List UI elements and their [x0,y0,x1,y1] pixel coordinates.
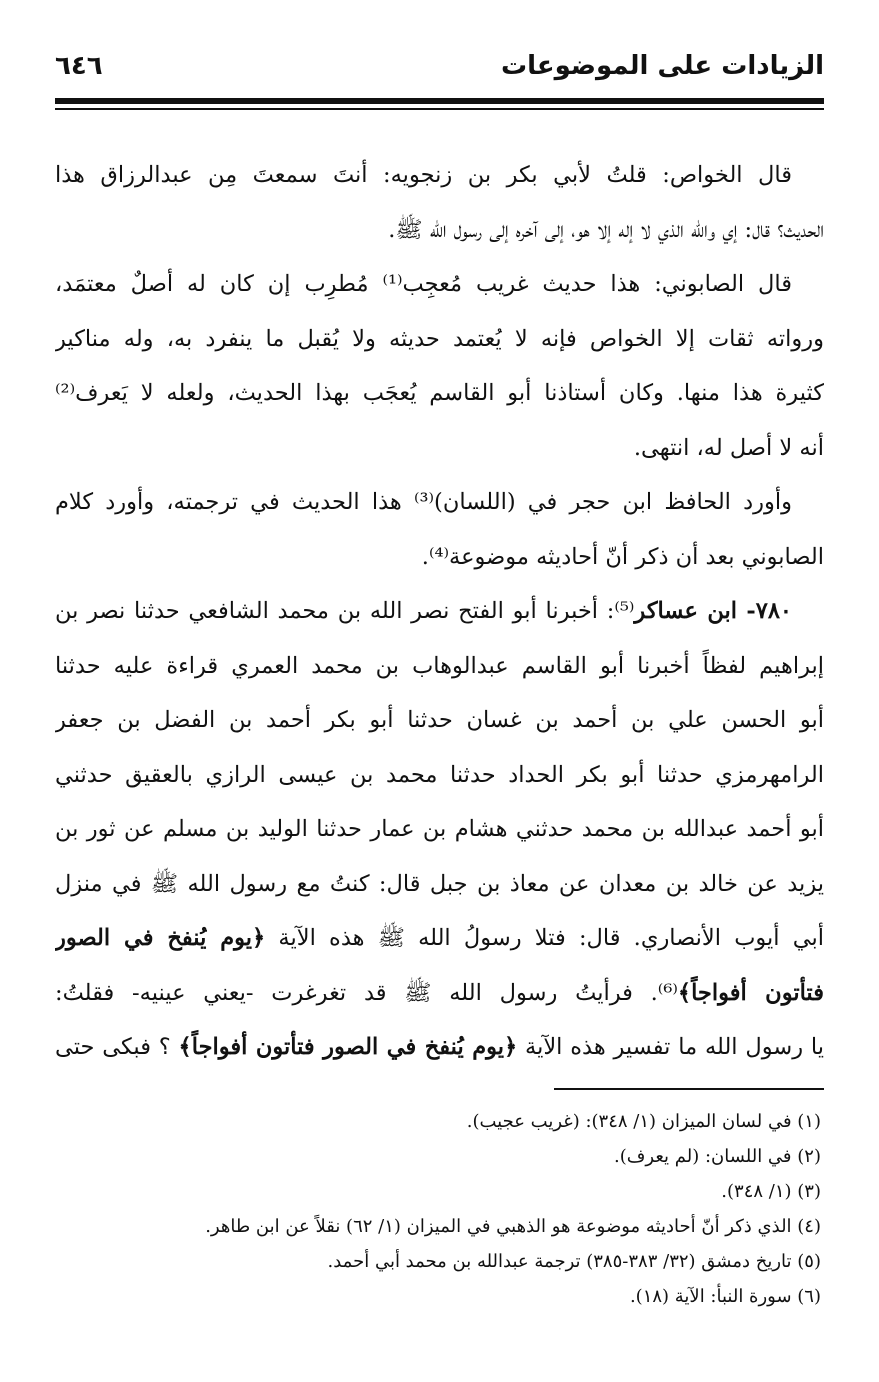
text-line [55,911,824,966]
text-segment: ⁽⁵⁾: أخبرنا أبو الفتح نصر الله بن محمد الشافعي حدثنا نصر بن [55,598,635,624]
footnote: (٦) سورة النبأ: الآية (١٨). [629,1286,821,1307]
hadith-number-source: ٧٨٠- ابن عساكر [634,598,792,624]
text-line: أبو الحسن علي بن أحمد بن غسان حدثنا أبو بكر أحمد بن الفضل بن جعفر [55,707,824,733]
footnote: (٥) تاريخ دمشق (٣٢/ ٣٨٣-٣٨٥) ترجمة عبدالله بن محمد أبي أحمد. [327,1251,821,1272]
text-line: وأورد الحافظ ابن حجر في (اللسان)⁽³⁾ هذا الحديث في ترجمته، وأورد كلام [55,489,792,515]
text-line [55,966,824,1021]
main-text [55,148,824,1075]
quran-verse: فتأتون أفواجاً﴾ [677,979,824,1006]
text-line: الصابوني بعد أن ذكر أنّ أحاديثه موضوعة⁽⁴⁾. [421,543,824,570]
text-line [55,1020,824,1075]
text-line: ورواته ثقات إلا الخواص فإنه لا يُعتمد حديثه ولا يُقبل ما ينفرد به، وله مناكير [55,325,824,352]
text-line: إبراهيم لفظاً أخبرنا أبو القاسم عبدالوهاب بن محمد العمري قراءة عليه حدثنا [55,652,824,679]
footnote-separator [554,1088,824,1090]
footnotes [55,1104,821,1314]
text-line: أنه لا أصل له، انتهى. [633,434,824,461]
text-line: كثيرة هذا منها. وكان أستاذنا أبو القاسم يُعجَب بهذا الحديث، ولعله لا يَعرف⁽²⁾ [55,380,824,406]
footnote: (٤) الذي ذكر أنّ أحاديثه موضوعة هو الذهبي في الميزان (١/ ٦٢) نقلاً عن ابن طاهر. [205,1216,821,1237]
text-line: الرامهرمزي حدثنا أبو بكر الحداد حدثنا محمد بن عيسى الرازي بالعقيق حدثني [55,761,824,788]
text-line: قال الصابوني: هذا حديث غريب مُعجِب⁽¹⁾ مُطرِب إن كان له أصلٌ معتمَد، [55,271,793,297]
footnote: (١) في لسان الميزان (١/ ٣٤٨): (غريب عجيب). [466,1111,821,1132]
text-line: أبو أحمد عبدالله بن محمد حدثني هشام بن عمار حدثنا الوليد بن مسلم عن ثور بن [55,816,824,842]
quran-verse: ﴿يوم يُنفخ في الصور فتأتون أفواجاً﴾ [178,1034,518,1060]
running-title: الزيادات على الموضوعات [500,51,824,81]
page-header [55,40,824,92]
text-line [55,584,824,639]
footnote: (٢) في اللسان: (لم يعرف). [613,1146,821,1167]
text-segment: يا رسول الله ما تفسير هذه الآية [525,1034,824,1060]
text-line: قال الخواص: قلتُ لأبي بكر بن زنجويه: أنتَ سمعتَ مِن عبدالرزاق هذا [55,162,792,188]
text-line: يزيد عن خالد بن معدان عن معاذ بن جبل قال: كنتُ مع رسول الله ﷺ في منزل [55,870,824,897]
header-rule-thick [55,98,824,104]
text-segment: ⁽⁶⁾. فرأيتُ رسول الله ﷺ قد تغرغرت -يعني عينيه- فقلتُ: [55,979,678,1006]
quran-verse: ﴿يوم يُنفخ في الصور [55,925,266,951]
text-segment: أبي أيوب الأنصاري. قال: فتلا رسولُ الله ﷺ هذه الآية [278,925,824,951]
footnote: (٣) (١/ ٣٤٨). [721,1181,821,1202]
header-rule-thin [55,108,824,110]
text-segment: ؟ فبكى حتى [55,1034,171,1060]
text-line: الحديث؟ قال: إي والله الذي لا إله إلا هو، إلى آخره إلى رسول الله ﷺ. [388,216,824,243]
page-number: ٦٤٦ [55,51,103,81]
